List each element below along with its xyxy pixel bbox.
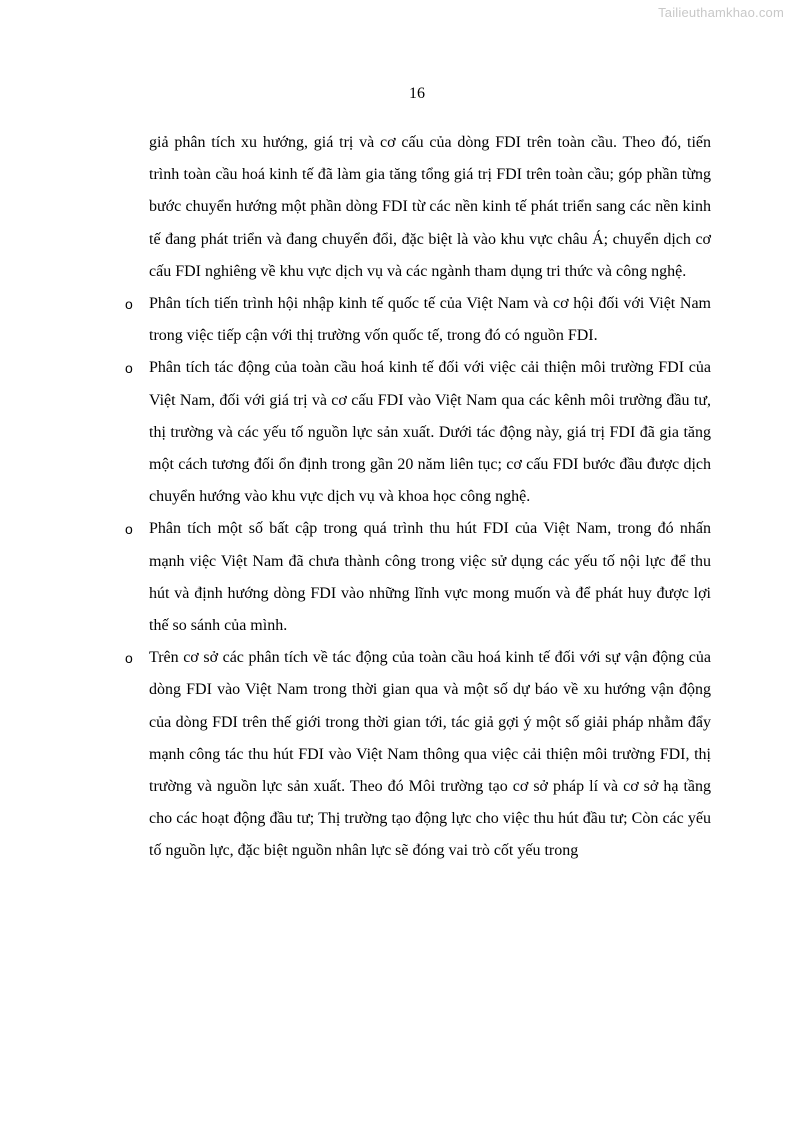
bullet-text: Phân tích tác động của toàn cầu hoá kinh tế đối với việc cải thiện môi trường FDI của Việt Nam, đối với giá trị và cơ cấu FDI vào Việt Nam qua các kênh môi trường đầu tư, thị trường và các yếu tố nguồn lực sản xuất. Dưới tác động này, giá trị FDI đã gia tăng một cách tương đối ổn định trong gần 20 năm liên tục; cơ cấu FDI bước đầu được dịch chuyển hướng vào khu vực dịch vụ và khoa học công nghệ. [149, 359, 711, 506]
document-body [125, 127, 711, 868]
intro-paragraph: giả phân tích xu hướng, giá trị và cơ cấu của dòng FDI trên toàn cầu. Theo đó, tiến trình toàn cầu hoá kinh tế đã làm gia tăng tổng giá trị FDI trên toàn cầu; góp phần từng bước chuyển hướng một phần dòng FDI từ các nền kinh tế phát triển sang các nền kinh tế đang phát triển và đang chuyển đổi, đặc biệt là vào khu vực châu Á; chuyển dịch cơ cấu FDI nghiêng về khu vực dịch vụ và các ngành tham dụng tri thức và công nghệ. [149, 134, 711, 280]
bullet-text: Phân tích một số bất cập trong quá trình thu hút FDI của Việt Nam, trong đó nhấn mạnh việc Việt Nam đã chưa thành công trong việc sử dụng các yếu tố nội lực để thu hút và định hướng dòng FDI vào những lĩnh vực mong muốn và để phát huy được lợi thế so sánh của mình. [149, 520, 711, 635]
page-number: 16 [409, 85, 425, 102]
hollow-circle-bullet-icon: o [125, 521, 133, 538]
bullet-item [125, 352, 711, 513]
bullet-item [125, 642, 711, 867]
hollow-circle-bullet-icon: o [125, 650, 133, 667]
bullet-text: Trên cơ sở các phân tích về tác động của toàn cầu hoá kinh tế đối với sự vận động của dòng FDI vào Việt Nam trong thời gian qua và một số dự báo về xu hướng vận động của dòng FDI trên thế giới trong thời gian tới, tác giả gợi ý một số giải pháp nhằm đẩy mạnh công tác thu hút FDI vào Việt Nam thông qua việc cải thiện môi trường FDI, thị trường và nguồn lực sản xuất. Theo đó Môi trường tạo cơ sở pháp lí và cơ sở hạ tầng cho các hoạt động đầu tư; Thị trường tạo động lực cho việc thu hút đầu tư; Còn các yếu tố nguồn lực, đặc biệt nguồn nhân lực sẽ đóng vai trò cốt yếu trong [149, 649, 711, 860]
watermark-text: Tailieuthamkhao.com [658, 5, 784, 20]
bullet-text: Phân tích tiến trình hội nhập kinh tế quốc tế của Việt Nam và cơ hội đối với Việt Nam trong việc tiếp cận với thị trường vốn quốc tế, trong đó có nguồn FDI. [149, 295, 711, 345]
bullet-item [125, 288, 711, 352]
bullet-item [125, 513, 711, 642]
hollow-circle-bullet-icon: o [125, 296, 133, 313]
hollow-circle-bullet-icon: o [125, 360, 133, 377]
